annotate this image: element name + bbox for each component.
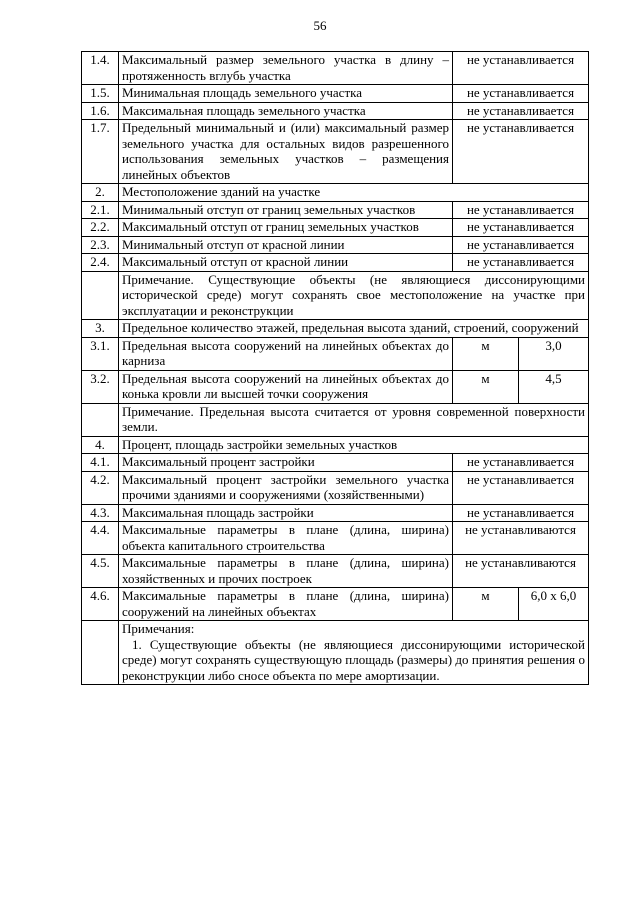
row-description: Предельная высота сооружений на линейных объектах до конька кровли ли высшей точки сооружения: [119, 370, 453, 403]
row-description: Максимальный размер земельного участка в длину – протяженность вглубь участка: [119, 52, 453, 85]
row-description: Максимальные параметры в плане (длина, ширина) хозяйственных и прочих построек: [119, 555, 453, 588]
page-number: 56: [313, 18, 327, 33]
row-amount: 6,0 х 6,0: [519, 588, 589, 621]
row-number: 3.2.: [82, 370, 119, 403]
table-row: [82, 588, 589, 621]
note-text: 1. Существующие объекты (не являющиеся диссонирующими исторической среде) могут сохранять существующую площадь (размеры) до принятия решения о реконструкции либо сносе объекта по мере амортизации.: [122, 636, 585, 683]
row-description: Максимальные параметры в плане (длина, ширина) объекта капитального строительства: [119, 522, 453, 555]
regulations-table: [81, 51, 589, 685]
row-description: Максимальный отступ от границ земельных участков: [119, 219, 453, 237]
row-value: не устанавливается: [453, 102, 589, 120]
row-number: 2.3.: [82, 236, 119, 254]
table-row-section: [82, 320, 589, 338]
note-cell: [119, 621, 589, 685]
section-title: Процент, площадь застройки земельных участков: [119, 436, 589, 454]
row-number: 4.4.: [82, 522, 119, 555]
table-row: [82, 504, 589, 522]
table-row: [82, 120, 589, 184]
row-description: Минимальный отступ от красной линии: [119, 236, 453, 254]
row-value: не устанавливается: [453, 219, 589, 237]
section-title: Местоположение зданий на участке: [119, 184, 589, 202]
row-value: не устанавливаются: [453, 555, 589, 588]
row-number: 4.6.: [82, 588, 119, 621]
row-description: Предельная высота сооружений на линейных объектах до карниза: [119, 337, 453, 370]
row-number: [82, 403, 119, 436]
row-description: Максимальный процент застройки земельного участка прочими зданиями и сооружениями (хозяйственными): [119, 471, 453, 504]
row-value: не устанавливается: [453, 52, 589, 85]
table-row: [82, 52, 589, 85]
note-title: Примечания:: [122, 621, 195, 636]
row-number: 2.1.: [82, 201, 119, 219]
table-row: [82, 236, 589, 254]
row-value: не устанавливается: [453, 85, 589, 103]
row-description: Максимальный отступ от красной линии: [119, 254, 453, 272]
note-text: Примечание. Предельная высота считается от уровня современной поверхности земли.: [119, 403, 589, 436]
row-value: не устанавливается: [453, 201, 589, 219]
section-number: 3.: [82, 320, 119, 338]
row-number: 4.3.: [82, 504, 119, 522]
table-row: [82, 555, 589, 588]
row-number: [82, 271, 119, 320]
section-number: 4.: [82, 436, 119, 454]
row-description: Предельный минимальный и (или) максимальный размер земельного участка для остальных видов разрешенного использования земельных участков – размещения линейных объектов: [119, 120, 453, 184]
row-description: Минимальный отступ от границ земельных участков: [119, 201, 453, 219]
row-description: Максимальный процент застройки: [119, 454, 453, 472]
table-row: [82, 219, 589, 237]
table-row-section: [82, 184, 589, 202]
row-value: не устанавливаются: [453, 522, 589, 555]
row-unit: м: [453, 588, 519, 621]
row-value: не устанавливается: [453, 120, 589, 184]
section-title: Предельное количество этажей, предельная высота зданий, строений, сооружений: [119, 320, 589, 338]
row-unit: м: [453, 370, 519, 403]
table-row: [82, 337, 589, 370]
table-row-note: [82, 621, 589, 685]
row-number: 2.4.: [82, 254, 119, 272]
section-number: 2.: [82, 184, 119, 202]
table-row: [82, 201, 589, 219]
table-row: [82, 522, 589, 555]
row-amount: 4,5: [519, 370, 589, 403]
row-number: 4.2.: [82, 471, 119, 504]
row-description: Максимальные параметры в плане (длина, ширина) сооружений на линейных объектах: [119, 588, 453, 621]
row-amount: 3,0: [519, 337, 589, 370]
row-number: 4.5.: [82, 555, 119, 588]
table-row-note: [82, 271, 589, 320]
row-value: не устанавливается: [453, 454, 589, 472]
row-number: 1.4.: [82, 52, 119, 85]
row-description: Максимальная площадь земельного участка: [119, 102, 453, 120]
table-row: [82, 370, 589, 403]
row-value: не устанавливается: [453, 471, 589, 504]
table-row: [82, 85, 589, 103]
row-unit: м: [453, 337, 519, 370]
row-number: 4.1.: [82, 454, 119, 472]
row-number: 3.1.: [82, 337, 119, 370]
row-description: Максимальная площадь застройки: [119, 504, 453, 522]
table-row-note: [82, 403, 589, 436]
row-number: 2.2.: [82, 219, 119, 237]
row-number: [82, 621, 119, 685]
row-number: 1.5.: [82, 85, 119, 103]
row-value: не устанавливается: [453, 254, 589, 272]
row-description: Минимальная площадь земельного участка: [119, 85, 453, 103]
row-number: 1.7.: [82, 120, 119, 184]
table-row: [82, 471, 589, 504]
table-row: [82, 254, 589, 272]
row-value: не устанавливается: [453, 504, 589, 522]
note-text: Примечание. Существующие объекты (не являющиеся диссонирующими исторической среде) могут сохранять свое местоположение на участке при эксплуатации и реконструкции: [119, 271, 589, 320]
table-row: [82, 102, 589, 120]
table-row: [82, 454, 589, 472]
row-value: не устанавливается: [453, 236, 589, 254]
table-row-section: [82, 436, 589, 454]
row-number: 1.6.: [82, 102, 119, 120]
